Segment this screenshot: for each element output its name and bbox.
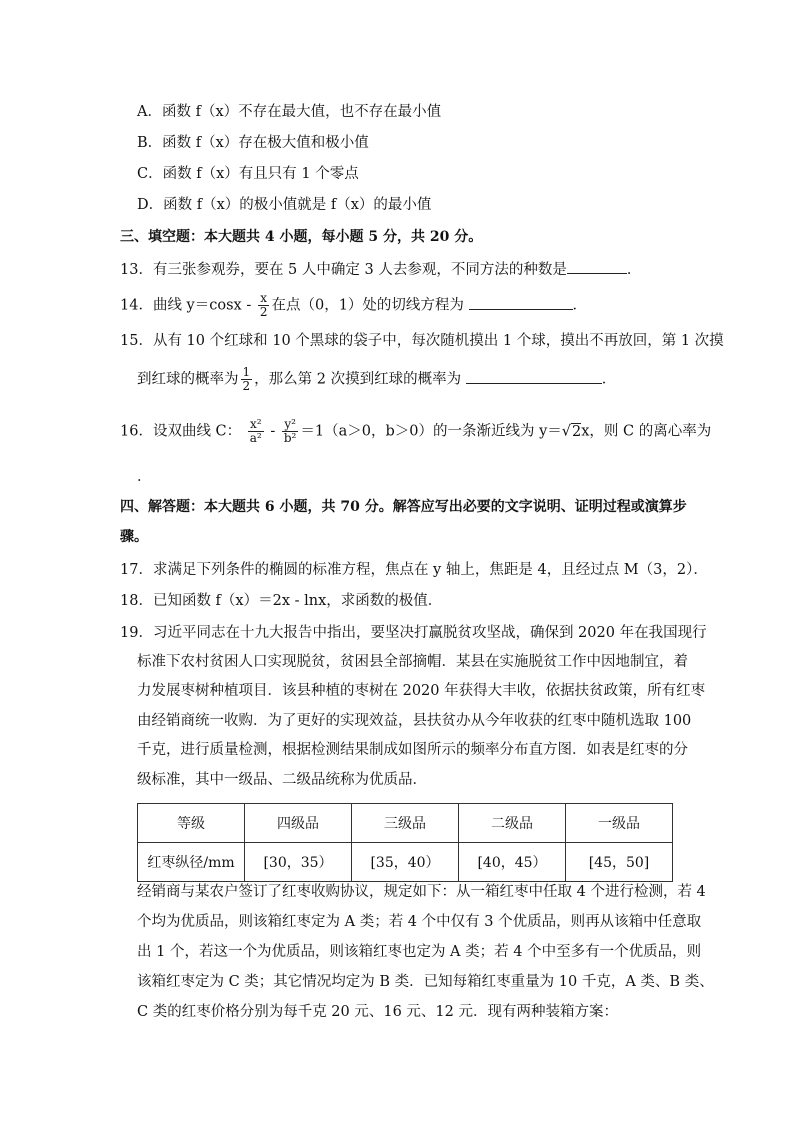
fraction bbox=[282, 418, 299, 445]
frac-denominator: b² bbox=[283, 431, 297, 445]
question-16 bbox=[120, 418, 711, 445]
question-15-line2 bbox=[137, 366, 616, 393]
question-19-after-line: C 类的红枣价格分别为每千克 20 元、16 元、12 元．现有两种装箱方案： bbox=[137, 1004, 618, 1020]
question-19-line: 级标准，其中一级品、二级品统称为优质品． bbox=[137, 772, 427, 788]
option-d: D．函数 f（x）的极小值就是 f（x）的最小值 bbox=[137, 197, 432, 213]
minus-sign: - bbox=[270, 423, 276, 440]
q16-mid: ＝1（a＞0，b＞0）的一条渐近线为 y＝ bbox=[300, 423, 562, 440]
table-header-cell: 一级品 bbox=[566, 804, 673, 843]
section4-header-line1: 四、解答题：本大题共 6 小题，共 70 分。解答应写出必要的文字说明、证明过程或演算步 bbox=[120, 499, 687, 515]
section4-header-line2: 骤。 bbox=[120, 529, 148, 545]
question-19-after-line: 出 1 个，若这一个为优质品，则该箱红枣也定为 A 类；若 4 个中至多有一个优质品，则 bbox=[137, 944, 702, 960]
answer-blank bbox=[567, 258, 627, 274]
sqrt-radicand: 2 bbox=[572, 423, 582, 440]
question-19-after-line: 该箱红枣定为 C 类；其它情况均定为 B 类．已知每箱红枣重量为 10 千克，A 类、B 类、 bbox=[137, 974, 714, 990]
frac-denominator: a² bbox=[249, 431, 262, 445]
q14-end: ． bbox=[572, 297, 588, 314]
sqrt-symbol: √2 bbox=[561, 423, 582, 440]
q16-pre: 16．设双曲线 C： bbox=[120, 423, 242, 440]
option-a: A．函数 f（x）不存在最大值，也不存在最小值 bbox=[137, 104, 442, 120]
frac-numerator: 1 bbox=[242, 365, 251, 379]
question-19-line: 19．习近平同志在十九大报告中指出，要坚决打赢脱贫攻坚战，确保到 2020 年在我国现行 bbox=[120, 625, 707, 641]
question-14 bbox=[120, 292, 587, 319]
option-b: B．函数 f（x）存在极大值和极小值 bbox=[137, 135, 369, 151]
frac-numerator: x² bbox=[248, 418, 264, 432]
answer-blank bbox=[469, 294, 573, 310]
question-19-line: 千克，进行质量检测，根据检测结果制成如图所示的频率分布直方图．如表是红枣的分 bbox=[137, 742, 688, 758]
fraction bbox=[258, 292, 270, 319]
question-17: 17．求满足下列条件的椭圆的标准方程，焦点在 y 轴上，焦距是 4，且经过点 M（3，2）． bbox=[120, 562, 708, 578]
q13-text: 13．有三张参观券，要在 5 人中确定 3 人去参观，不同方法的种数是 bbox=[120, 262, 567, 278]
fraction bbox=[241, 366, 253, 393]
q15-pre: 到红球的概率为 bbox=[137, 371, 239, 388]
table-cell: [35，40） bbox=[352, 843, 459, 882]
q16-post: x，则 C 的离心率为 bbox=[581, 423, 712, 440]
q13-end: ． bbox=[626, 262, 642, 278]
table-header-cell: 二级品 bbox=[459, 804, 566, 843]
q14-pre: 14．曲线 y＝cosx - bbox=[120, 297, 252, 314]
question-18: 18．已知函数 f（x）＝2x - lnx，求函数的极值． bbox=[120, 593, 443, 609]
frac-denominator: 2 bbox=[259, 305, 268, 319]
table-row-label: 红枣纵径/mm bbox=[138, 843, 245, 882]
table-header-cell: 四级品 bbox=[245, 804, 352, 843]
answer-blank bbox=[466, 368, 602, 384]
q15-end: ． bbox=[601, 371, 617, 388]
question-19-line: 由经销商统一收购．为了更好的实现效益，县扶贫办从今年收获的红枣中随机选取 100 bbox=[137, 713, 692, 729]
table-cell: [30，35） bbox=[245, 843, 352, 882]
frac-numerator: x bbox=[258, 292, 270, 306]
question-19-after-line: 个均为优质品，则该箱红枣定为 A 类；若 4 个中仅有 3 个优质品，则再从该箱中任意取 bbox=[137, 914, 702, 930]
frac-numerator: y² bbox=[282, 418, 299, 432]
question-19-line: 力发展枣树种植项目．该县种植的枣树在 2020 年获得大丰收，依据扶贫政策，所有红枣 bbox=[137, 683, 706, 699]
table-cell: [45，50] bbox=[566, 843, 673, 882]
table-row bbox=[138, 843, 673, 882]
table-cell: [40，45） bbox=[459, 843, 566, 882]
frac-denominator: 2 bbox=[242, 379, 251, 393]
fraction bbox=[248, 418, 264, 445]
section3-header: 三、填空题：本大题共 4 小题，每小题 5 分，共 20 分。 bbox=[120, 229, 483, 245]
q16-end: ． bbox=[137, 469, 152, 485]
table-header-cell: 等级 bbox=[138, 804, 245, 843]
q14-post: 在点（0，1）处的切线方程为 bbox=[271, 297, 464, 314]
table-header-cell: 三级品 bbox=[352, 804, 459, 843]
question-15-line1: 15．从有 10 个红球和 10 个黑球的袋子中，每次随机摸出 1 个球，摸出不再放回，第 1 次摸 bbox=[120, 333, 724, 349]
question-19-after-line: 经销商与某农户签订了红枣收购协议，规定如下：从一箱红枣中任取 4 个进行检测，若 4 bbox=[137, 884, 706, 900]
question-13 bbox=[120, 258, 641, 281]
table-header-row bbox=[138, 804, 673, 843]
grading-table bbox=[137, 803, 673, 882]
question-19-line: 标准下农村贫困人口实现脱贫，贫困县全部摘帽．某县在实施脱贫工作中因地制宜，着 bbox=[137, 654, 688, 670]
option-c: C．函数 f（x）有且只有 1 个零点 bbox=[137, 166, 359, 182]
q15-post: ，那么第 2 次摸到红球的概率为 bbox=[254, 371, 462, 388]
